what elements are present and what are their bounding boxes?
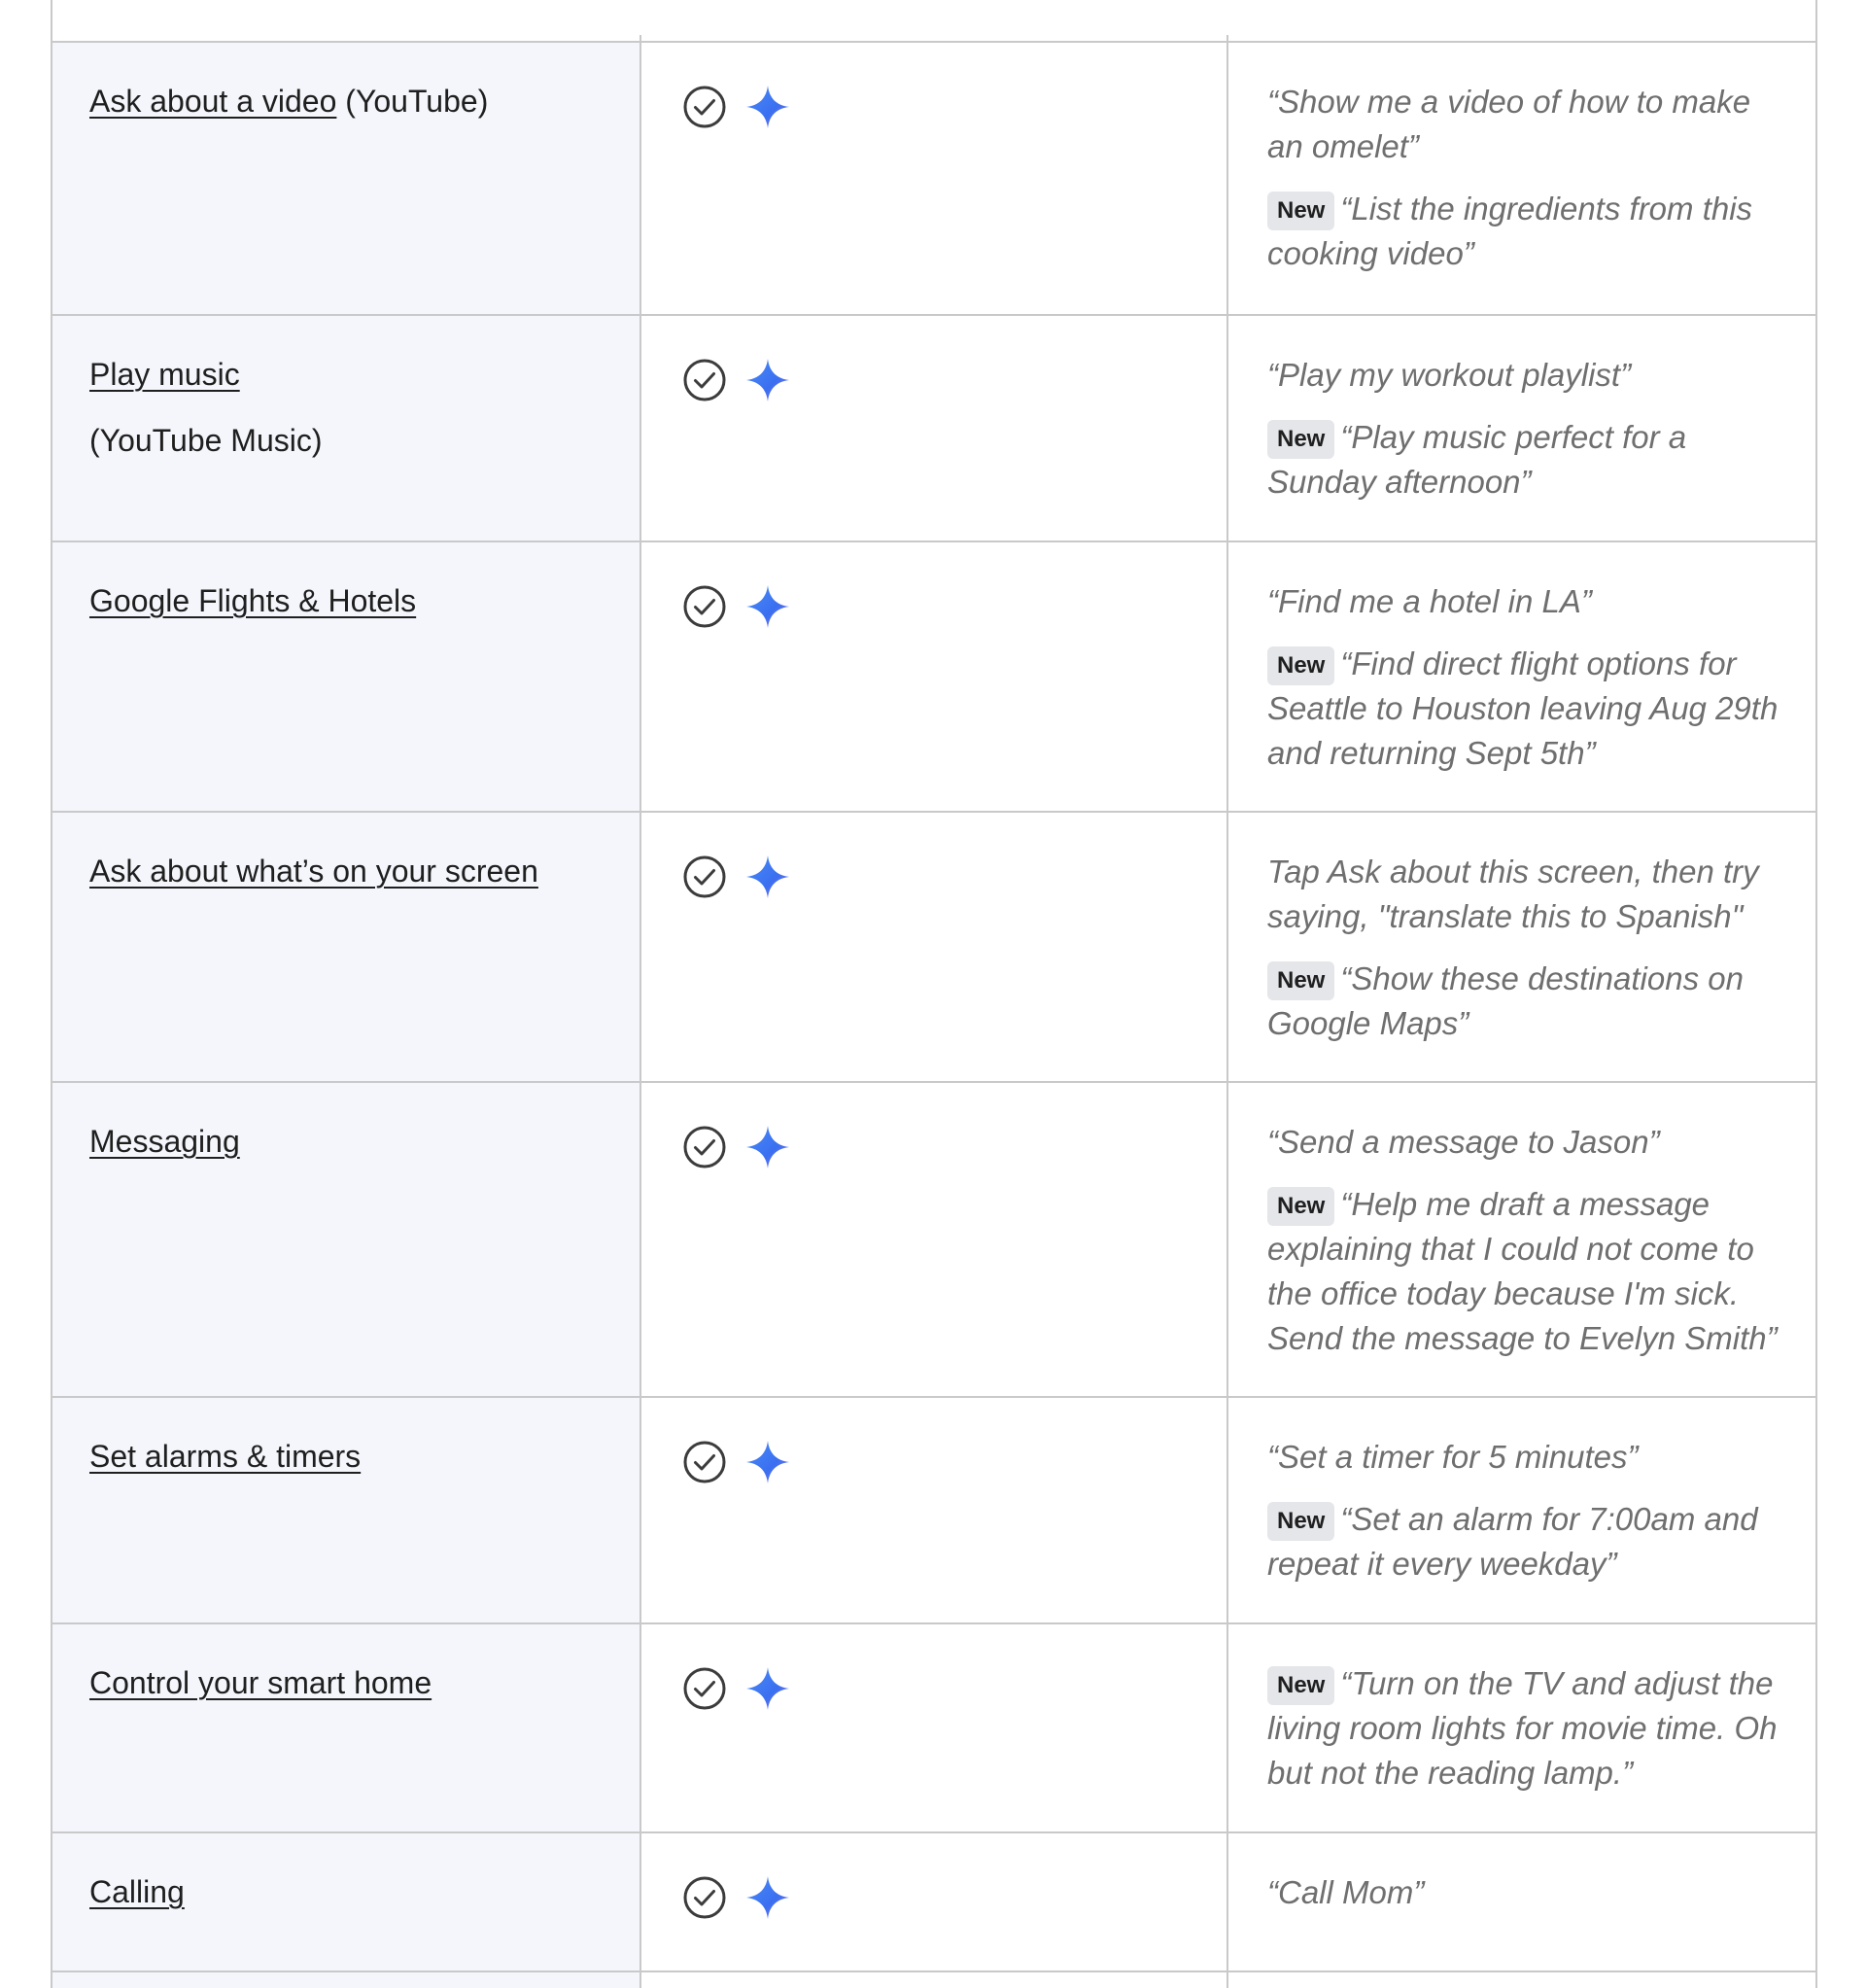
availability-cell xyxy=(641,542,1228,811)
examples-cell xyxy=(1228,1624,1815,1831)
examples-cell xyxy=(1228,316,1815,541)
check-circle-icon xyxy=(682,854,727,899)
example-prompt-new: “Play music perfect for a Sunday afternoon” xyxy=(1267,419,1687,500)
gemini-sparkle-icon xyxy=(744,1124,791,1170)
availability-cell xyxy=(641,316,1228,541)
example-prompt: “Set a timer for 5 minutes” xyxy=(1267,1439,1639,1475)
examples-cell xyxy=(1228,43,1815,314)
availability-cell xyxy=(641,813,1228,1081)
new-badge: New xyxy=(1267,961,1334,1000)
table-row xyxy=(52,314,1815,541)
examples-cell xyxy=(1228,813,1815,1081)
table-row xyxy=(52,541,1815,811)
gemini-sparkle-icon xyxy=(744,357,791,403)
check-circle-icon xyxy=(682,85,727,129)
availability-cell xyxy=(641,1972,1228,1988)
gemini-sparkle-icon xyxy=(744,583,791,630)
check-circle-icon xyxy=(682,1875,727,1920)
check-circle-icon xyxy=(682,1125,727,1169)
table-row xyxy=(52,1081,1815,1396)
gemini-sparkle-icon xyxy=(744,854,791,900)
feature-link[interactable]: Google Flights & Hotels xyxy=(89,583,417,618)
new-badge: New xyxy=(1267,1187,1334,1226)
availability-cell xyxy=(641,1833,1228,1971)
feature-cell xyxy=(52,1083,641,1396)
feature-link[interactable]: Play music xyxy=(89,357,240,392)
example-prompt: “Send a message to Jason” xyxy=(1267,1124,1660,1160)
examples-cell xyxy=(1228,1083,1815,1396)
new-badge: New xyxy=(1267,1502,1334,1541)
feature-cell xyxy=(52,1833,641,1971)
feature-cell xyxy=(52,316,641,541)
feature-link[interactable]: Calling xyxy=(89,1874,185,1909)
feature-link[interactable]: Set alarms & timers xyxy=(89,1439,362,1474)
gemini-sparkle-icon xyxy=(744,1665,791,1712)
examples-cell xyxy=(1228,1833,1815,1971)
new-badge: New xyxy=(1267,192,1334,230)
new-badge: New xyxy=(1267,1666,1334,1705)
check-circle-icon xyxy=(682,1440,727,1484)
feature-cell xyxy=(52,1398,641,1622)
examples-cell xyxy=(1228,1972,1815,1988)
check-circle-icon xyxy=(682,1666,727,1711)
availability-cell xyxy=(641,1398,1228,1622)
example-prompt: “Call Mom” xyxy=(1267,1874,1425,1910)
table-row xyxy=(52,1396,1815,1622)
table-top-stub xyxy=(52,0,1815,41)
table-row xyxy=(52,1622,1815,1831)
examples-cell xyxy=(1228,542,1815,811)
feature-link[interactable]: Ask about a video xyxy=(89,84,337,119)
examples-cell xyxy=(1228,1398,1815,1622)
example-prompt: “Play my workout playlist” xyxy=(1267,357,1632,393)
example-prompt-new: “Set an alarm for 7:00am and repeat it every weekday” xyxy=(1267,1501,1758,1582)
new-badge: New xyxy=(1267,420,1334,459)
example-prompt-new: “Show these destinations on Google Maps” xyxy=(1267,960,1744,1041)
example-prompt: “Find me a hotel in LA” xyxy=(1267,583,1592,619)
example-prompt: “Show me a video of how to make an omelet” xyxy=(1267,84,1751,164)
check-circle-icon xyxy=(682,358,727,402)
feature-sub: (YouTube Music) xyxy=(89,423,323,458)
feature-cell xyxy=(52,43,641,314)
feature-cell xyxy=(52,813,641,1081)
gemini-sparkle-icon xyxy=(744,1874,791,1921)
feature-cell xyxy=(52,542,641,811)
check-circle-icon xyxy=(682,584,727,629)
availability-cell xyxy=(641,1083,1228,1396)
feature-cell xyxy=(52,1624,641,1831)
feature-suffix: (YouTube) xyxy=(336,84,489,119)
new-badge: New xyxy=(1267,646,1334,685)
table-row-partial xyxy=(52,1971,1815,1988)
table-row xyxy=(52,1831,1815,1971)
table-row xyxy=(52,41,1815,314)
example-prompt-new: “Help me draft a message explaining that I could not come to the office today because I'm sick. Send the message to Evelyn Smith” xyxy=(1267,1186,1778,1356)
feature-link[interactable]: Messaging xyxy=(89,1124,240,1159)
example-prompt: Tap Ask about this screen, then try saying, "translate this to Spanish" xyxy=(1267,854,1759,934)
feature-cell xyxy=(52,1972,641,1988)
gemini-sparkle-icon xyxy=(744,1439,791,1485)
example-prompt-new: “Turn on the TV and adjust the living room lights for movie time. Oh but not the reading lamp.” xyxy=(1267,1665,1778,1791)
table-row xyxy=(52,811,1815,1081)
availability-cell xyxy=(641,1624,1228,1831)
availability-cell xyxy=(641,43,1228,314)
feature-link[interactable]: Ask about what’s on your screen xyxy=(89,854,538,889)
capabilities-table xyxy=(51,0,1817,1988)
example-prompt-new: “Find direct flight options for Seattle to Houston leaving Aug 29th and returning Sept 5th” xyxy=(1267,645,1779,771)
example-prompt-new: “List the ingredients from this cooking video” xyxy=(1267,191,1753,271)
gemini-sparkle-icon xyxy=(744,84,791,130)
feature-link[interactable]: Control your smart home xyxy=(89,1665,432,1700)
